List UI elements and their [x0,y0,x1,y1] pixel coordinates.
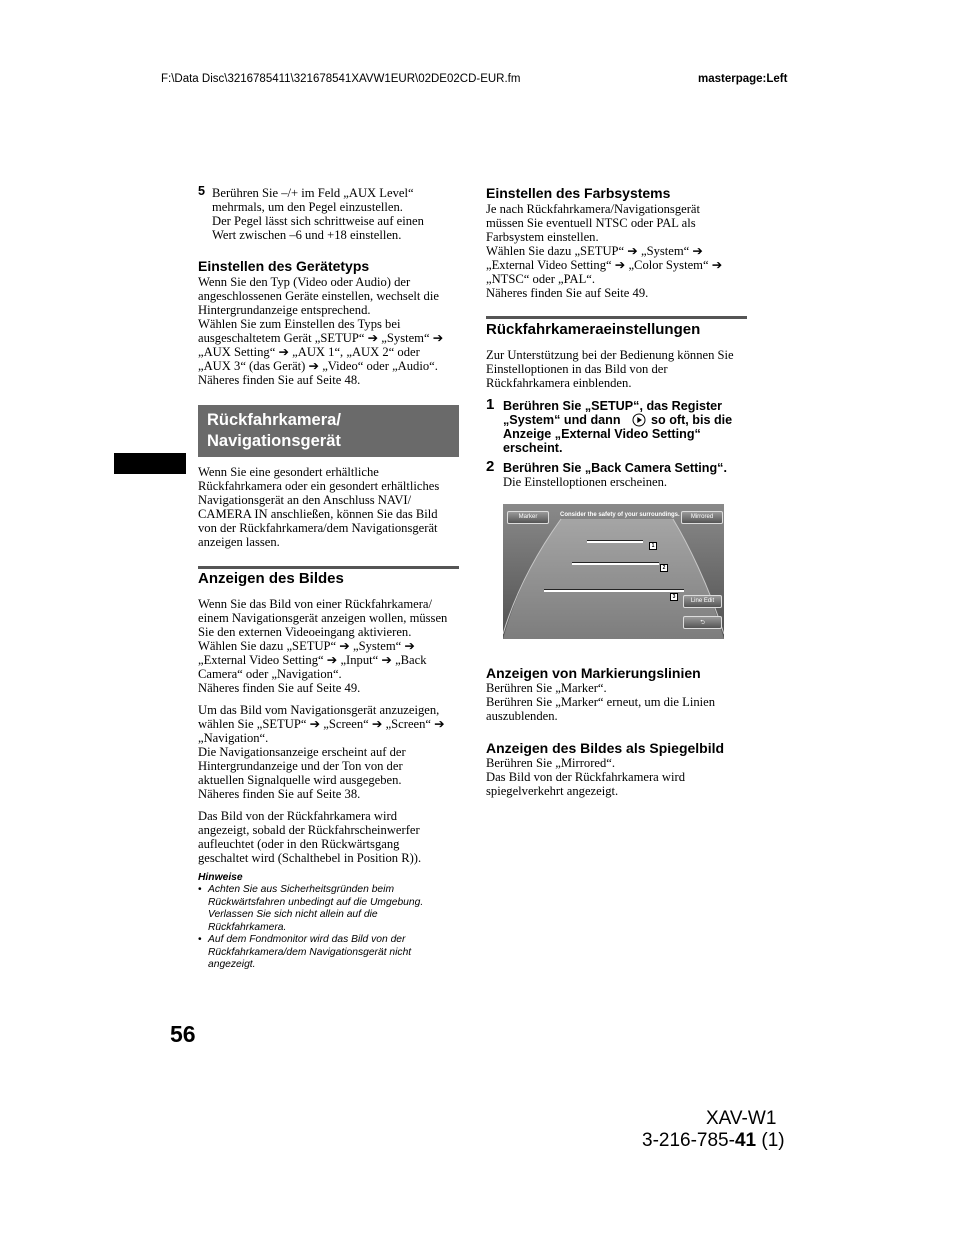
marker-1-handle[interactable]: 1 [649,542,657,550]
bild-paragraph-2: Um das Bild vom Navigationsgerät anzuzeigen, wählen Sie „SETUP“ ➔ „Screen“ ➔ „Screen“ ➔ „Navigation“. Die Navigationsanzeige erscheint auf der Hintergrundanzeige und der Ton von der aktuellen Signalquelle wird ausgegeben. Näheres finden Sie auf Seite 38. [198,703,445,801]
hinweis-1: Achten Sie aus Sicherheitsgründen beim Rückwärtsfahren unbedingt auf die Umgebung. Verlassen Sie sich nicht allein auf die Rückfahrkamera. [208,884,424,933]
section-title-box [198,405,459,457]
step-2-bold: Berühren Sie „Back Camera Setting“. [503,461,727,475]
play-circle-icon [632,413,646,427]
masterpage-label: masterpage:Left [698,73,788,85]
bild-paragraph-1: Wenn Sie das Bild von einer Rückfahrkamera/ einem Navigationsgerät anzeigen wollen, müssen Sie den externen Videoeingang aktivieren. Wählen Sie dazu „SETUP“ ➔ „System“ ➔ „External Video Setting“ ➔ „Input“ ➔ „Back Camera“ oder „Navigation“. Näheres finden Sie auf Seite 49. [198,597,448,695]
marker-line-1 [587,540,643,543]
farb-text: Je nach Rückfahrkamera/Navigationsgerät müssen Sie eventuell NTSC oder PAL als Farbsystem einstellen. Wählen Sie dazu „SETUP“ ➔ „System“ ➔ „External Video Setting“ ➔ „Color System“ ➔ „NTSC“ oder „PAL“. Näheres finden Sie auf Seite 49. [486,202,723,300]
part-code-prefix: 3-216-785- [642,1130,735,1151]
step-1-text-b: so oft, bis die [651,413,733,427]
divider [486,316,747,319]
part-code [642,1130,785,1152]
back-arrow-icon[interactable]: ⮌ [683,616,722,629]
part-code-bold: 41 [734,1130,757,1151]
marker-button[interactable]: Marker [507,511,549,524]
page-number: 56 [170,1021,196,1047]
step-1-text-c: Anzeige „External Video Setting“ erscheint. [503,427,701,455]
marker-3-handle[interactable]: 3 [670,593,678,601]
section-intro: Wenn Sie eine gesondert erhältliche Rückfahrkamera oder ein gesondert erhältliches Navigationsgerät an den Anschluss NAVI/ CAMERA IN anschließen, können Sie das Bild von der Rückfahrkamera/dem Navigationsgerät anzeigen lassen. [198,465,440,549]
hinweise-heading: Hinweise [198,872,243,883]
bullet-1: • [198,884,202,895]
step-2-text: Die Einstelloptionen erscheinen. [503,475,668,489]
einst-intro: Zur Unterstützung bei der Bedienung können Sie Einstelloptionen in das Bild von der Rückfahrkamera einblenden. [486,348,734,390]
bild-heading: Anzeigen des Bildes [198,570,344,587]
file-path: F:\Data Disc\3216785411\321678541XAVW1EUR\02DE02CD-EUR.fm [161,73,521,85]
marker-2-handle[interactable]: 2 [660,564,668,572]
marker-line-3 [544,589,684,592]
model-name: XAV-W1 [706,1108,777,1129]
step-1-number: 1 [486,396,495,413]
step-5-number: 5 [198,184,206,198]
line-edit-button[interactable]: Line Edit [683,595,722,608]
mark-heading: Anzeigen von Markierungslinien [486,665,701,681]
marker-line-2 [572,562,659,565]
step-1-text-a: Berühren Sie „SETUP“, das Register „System“ und dann [503,399,723,427]
section-tab-marker [114,453,186,474]
divider [198,566,459,569]
part-code-suffix: (1) [756,1130,785,1151]
spiegel-text: Berühren Sie „Mirrored“. Das Bild von der Rückfahrkamera wird spiegelverkehrt angezeigt. [486,756,685,798]
step-5-text: Berühren Sie –/+ im Feld „AUX Level“ mehrmals, um den Pegel einzustellen. Der Pegel lässt sich schrittweise auf einen Wert zwischen –6 und +18 einstellen. [212,186,424,242]
einst-heading: Rückfahrkameraeinstellungen [486,321,701,338]
spiegel-heading: Anzeigen des Bildes als Spiegelbild [486,740,725,756]
geraetetyp-heading: Einstellen des Gerätetyps [198,258,370,274]
step-2-number: 2 [486,458,495,475]
hinweis-2: Auf dem Fondmonitor wird das Bild von der Rückfahrkamera/dem Navigationsgerät nicht angezeigt. [208,934,412,970]
section-title: Rückfahrkamera/ Navigationsgerät [207,411,341,450]
bild-paragraph-3: Das Bild von der Rückfahrkamera wird angezeigt, sobald der Rückfahrscheinwerfer aufleuchtet (oder in den Rückwärtsgang geschaltet wird (Schalthebel in Position R)). [198,809,422,865]
geraetetyp-text: Wenn Sie den Typ (Video oder Audio) der angeschlossenen Geräte einstellen, wechselt die Hintergrundanzeige entsprechend. Wählen Sie zum Einstellen des Typs bei ausgeschaltetem Gerät „SETUP“ ➔ „System“ ➔ „AUX Setting“ ➔ „AUX 1“, „AUX 2“ oder „AUX 3“ (das Gerät) ➔ „Video“ oder „Audio“. Näheres finden Sie auf Seite 48. [198,275,444,387]
mirrored-button[interactable]: Mirrored [681,511,723,524]
farb-heading: Einstellen des Farbsystems [486,185,671,201]
caution-text: Consider the safety of your surroundings. [560,512,680,518]
mark-text: Berühren Sie „Marker“. Berühren Sie „Marker“ erneut, um die Linien auszublenden. [486,681,716,723]
back-camera-screen [503,504,724,639]
bullet-2: • [198,934,202,945]
